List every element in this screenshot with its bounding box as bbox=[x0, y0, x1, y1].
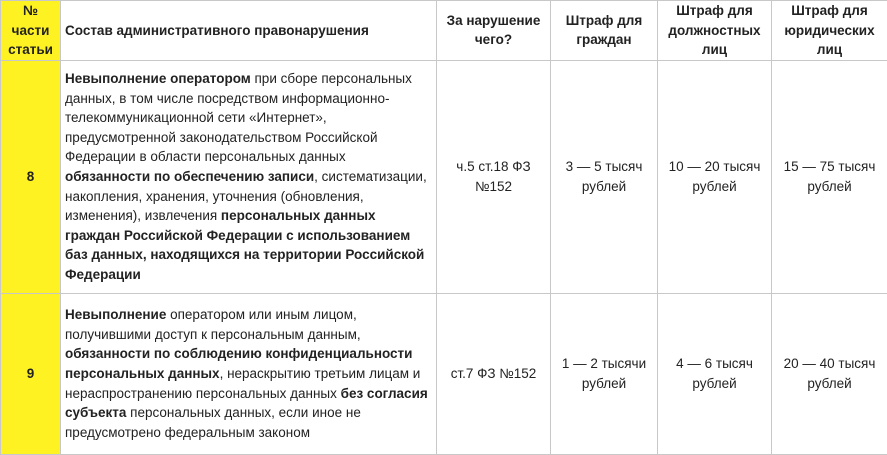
violation-reference: ч.5 ст.18 ФЗ №152 bbox=[437, 60, 551, 293]
header-officials: Штраф для должностных лиц bbox=[658, 1, 772, 61]
part-number: 9 bbox=[1, 293, 61, 454]
fine-citizens: 1 — 2 тысячи рублей bbox=[551, 293, 658, 454]
offense-description bbox=[61, 293, 437, 454]
table-row bbox=[1, 60, 887, 293]
desc-segment: персональных данных, если иное не предусмотрено федеральным законом bbox=[65, 405, 361, 440]
desc-segment: без согласия субъекта bbox=[65, 386, 428, 421]
violation-reference: ст.7 ФЗ №152 bbox=[437, 293, 551, 454]
fine-citizens: 3 — 5 тысяч рублей bbox=[551, 60, 658, 293]
header-legal: Штраф для юридических лиц bbox=[772, 1, 887, 61]
part-number: 8 bbox=[1, 60, 61, 293]
desc-segment: персональных данных граждан Российской Федерации с использованием баз данных, находящихся на территории Российской Федерации bbox=[65, 208, 424, 282]
fine-legal-entities: 20 — 40 тысяч рублей bbox=[772, 293, 887, 454]
header-row bbox=[1, 1, 887, 61]
desc-segment: обязанности по соблюдению конфиденциальности персональных данных bbox=[65, 346, 412, 381]
header-citizens: Штраф для граждан bbox=[551, 1, 658, 61]
header-part: № части статьи bbox=[1, 1, 61, 61]
header-composition: Состав административного правонарушения bbox=[61, 1, 437, 61]
desc-segment: при сборе персональных данных, в том числе посредством информационно-телекоммуникационной сети «Интернет», предусмотренной законодательством Российской Федерации в области персональных данных bbox=[65, 71, 412, 164]
desc-segment: Невыполнение bbox=[65, 307, 166, 322]
fine-officials: 4 — 6 тысяч рублей bbox=[658, 293, 772, 454]
fine-officials: 10 — 20 тысяч рублей bbox=[658, 60, 772, 293]
fine-legal-entities: 15 — 75 тысяч рублей bbox=[772, 60, 887, 293]
offense-description bbox=[61, 60, 437, 293]
desc-segment: , систематизации, накопления, хранения, уточнения (обновления, изменения), извлечения bbox=[65, 169, 427, 223]
header-violation: За нарушение чего? bbox=[437, 1, 551, 61]
desc-segment: , нераскрытию третьим лицам и нераспространению персональных данных bbox=[65, 366, 420, 401]
desc-segment: Невыполнение оператором bbox=[65, 71, 251, 86]
desc-segment: оператором или иным лицом, получившими доступ к персональным данным, bbox=[65, 307, 361, 342]
desc-segment: обязанности по обеспечению записи bbox=[65, 169, 314, 184]
table-row bbox=[1, 293, 887, 454]
